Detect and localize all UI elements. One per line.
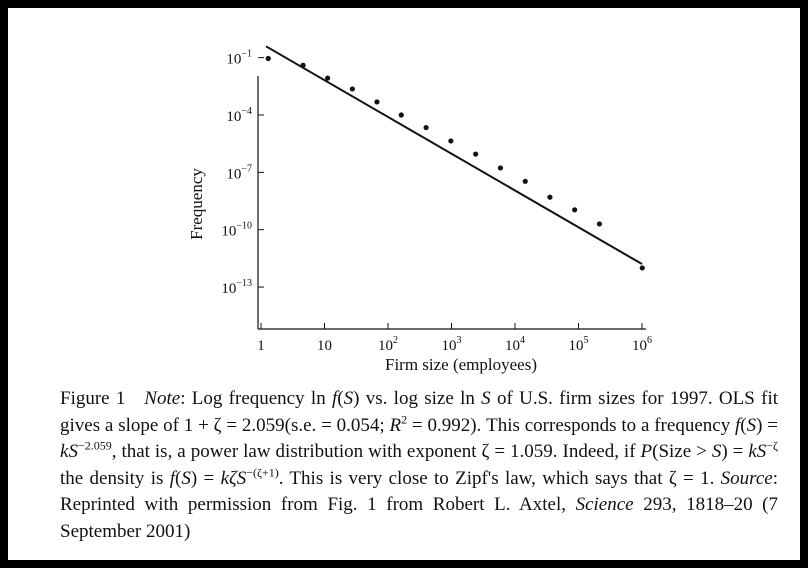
data-point	[325, 75, 330, 80]
data-point	[640, 265, 645, 270]
data-point	[423, 125, 428, 130]
x-tick-label: $10^4$	[505, 335, 525, 354]
log-log-chart	[8, 8, 800, 383]
caption-source-label: Source	[720, 467, 773, 489]
y-tick-label: $10^{-7}$	[226, 163, 252, 183]
data-point	[448, 138, 453, 143]
chart-axes	[258, 76, 646, 329]
data-point	[597, 221, 602, 226]
data-point	[300, 63, 305, 68]
x-tick-label: $10^6$	[632, 335, 652, 354]
caption-journal: Science	[575, 494, 634, 515]
x-tick-label: 10	[317, 338, 332, 354]
y-tick-label: $10^{-13}$	[221, 278, 252, 298]
y-tick-label: $10^{-10}$	[221, 220, 252, 240]
figure-page	[8, 8, 800, 560]
x-tick-label: 1	[257, 338, 265, 354]
figure-caption: Figure 1 Note: Log frequency ln f(S) vs. log size ln S of U.S. firm sizes for 1997. OLS fit gives a slope of 1 + ζ = 2.059(s.e. = 0.054; $R^2 = 0.992$). This corresponds to a frequency $f(S) = kS^{-2.059}$, that is, a power law distribution with exponent ζ = 1.059. Indeed, if P(Size > $S) = kS^{-\zeta}$ the density is f(S) = kζS$^{-(\zeta+1)}$. This is very close to Zipf's law, which says that ζ = 1. Source: Reprinted with permission from Fig. 1 from Robert L. Axtel, Science 293, 1818–20 (7 September 2001)	[60, 388, 779, 542]
data-point	[572, 207, 577, 212]
data-point	[399, 112, 404, 117]
x-axis-ticks	[257, 323, 652, 354]
data-point	[266, 56, 271, 61]
y-tick-label: $10^{-1}$	[226, 48, 252, 68]
y-tick-label: $10^{-4}$	[226, 105, 252, 125]
caption-figure-label: Figure 1	[60, 388, 126, 409]
caption-note-label: Note	[144, 388, 181, 409]
data-point	[350, 86, 355, 91]
x-tick-label: $10^5$	[568, 335, 589, 354]
data-point	[473, 151, 478, 156]
data-point	[374, 99, 379, 104]
x-axis-label: Firm size (employees)	[384, 355, 538, 374]
data-points	[266, 56, 645, 271]
data-point	[547, 195, 552, 200]
y-axis-label: Frequency	[187, 168, 206, 240]
ols-fit-line	[266, 46, 642, 264]
data-point	[523, 179, 528, 184]
x-tick-label: $10^2$	[378, 335, 398, 354]
data-point	[498, 165, 503, 170]
x-tick-label: $10^3$	[441, 335, 462, 354]
